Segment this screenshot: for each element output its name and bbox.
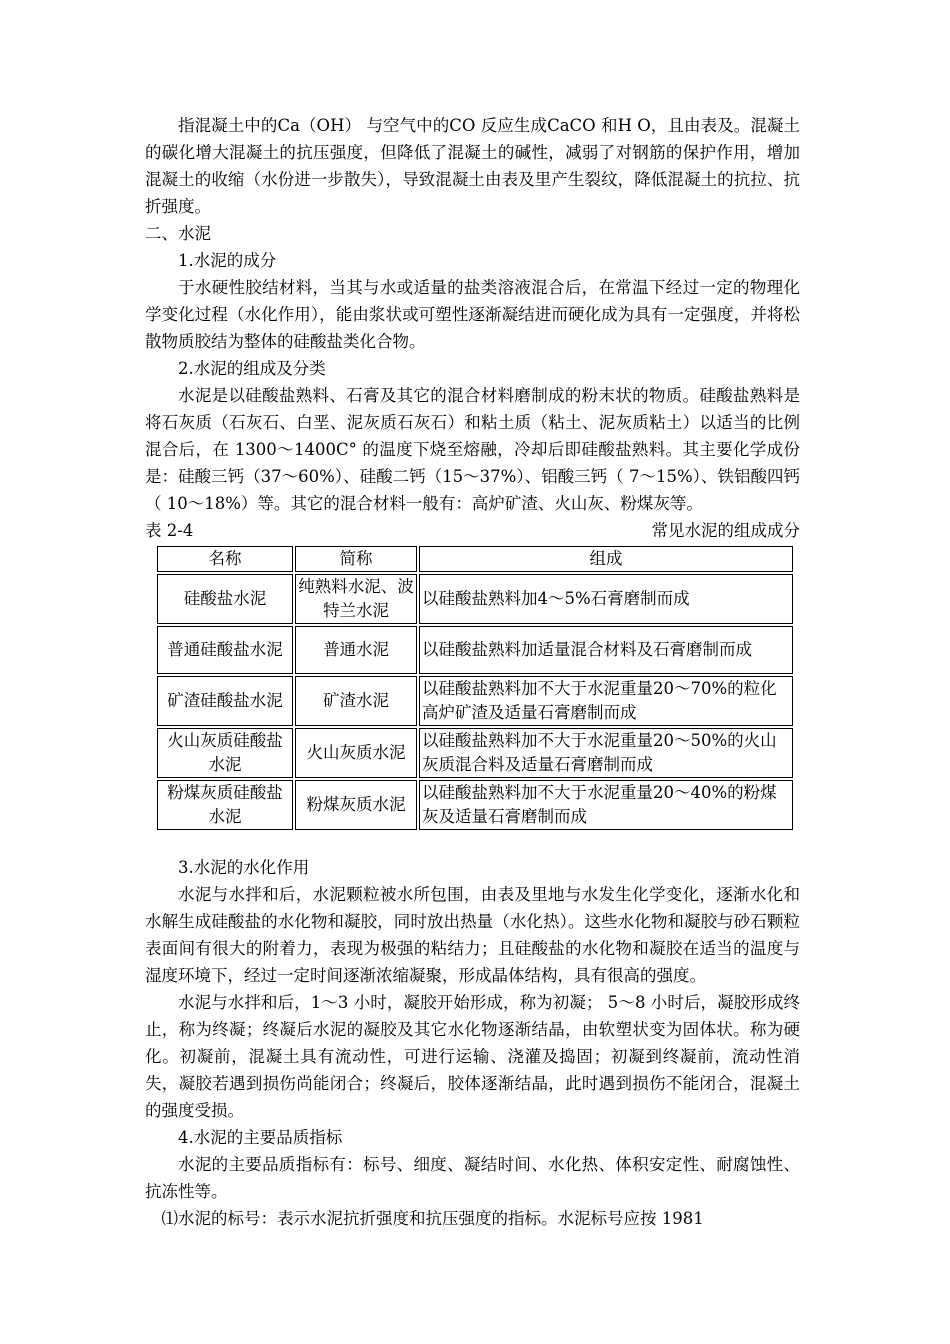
cell-composition: 以硅酸盐熟料加适量混合材料及石膏磨制而成	[419, 626, 793, 674]
paragraph-cement-ingredients: 于水硬性胶结材料，当其与水或适量的盐类溶液混合后，在常温下经过一定的物理化学变化过程（水化作用），能由浆状或可塑性逐渐凝结进而硬化成为具有一定强度，并将松散物质胶结为整体的硅酸盐类化合物。	[145, 278, 800, 351]
heading-cement-classification: 2.水泥的组成及分类	[178, 359, 326, 378]
cell-composition: 以硅酸盐熟料加不大于水泥重量20～40%的粉煤灰及适量石膏磨制而成	[419, 780, 793, 830]
paragraph-cement-classification: 水泥是以硅酸盐熟料、石膏及其它的混合材料磨制成的粉末状的物质。硅酸盐熟料是将石灰质（石灰石、白垩、泥灰质石灰石）和粘土质（粘土、泥灰质粘土）以适当的比例混合后，在 1300～1400C° 的温度下烧至熔融，冷却后即硅酸盐熟料。其主要化学成份是：硅酸三钙（37～60%）、硅酸二钙（15～37%）、铝酸三钙（ 7～15%）、铁铝酸四钙（ 10～18%）等。其它的混合材料一般有：高炉矿渣、火山灰、粉煤灰等。	[145, 386, 800, 513]
table-row	[157, 780, 793, 830]
paragraph-cement-hydration: 水泥与水拌和后，水泥颗粒被水所包围，由表及里地与水发生化学变化，逐渐水化和水解生成硅酸盐的水化物和凝胶，同时放出热量（水化热）。这些水化物和凝胶与砂石颗粒表面间有很大的附着力，表现为极强的粘结力；且硅酸盐的水化物和凝胶在适当的温度与湿度环境下，经过一定时间逐渐浓缩凝聚，形成晶体结构，具有很高的强度。	[145, 885, 800, 985]
table-row	[157, 676, 793, 726]
cell-abbr: 矿渣水泥	[295, 676, 417, 726]
table-header-row	[157, 546, 793, 572]
cell-composition: 以硅酸盐熟料加不大于水泥重量20～50%的火山灰质混合料及适量石膏磨制而成	[419, 728, 793, 778]
cell-name: 火山灰质硅酸盐水泥	[157, 728, 293, 778]
heading-quality-indicators: 4.水泥的主要品质指标	[178, 1128, 343, 1147]
header-composition: 组成	[419, 546, 793, 572]
paragraph-cement-grade: ⑴水泥的标号：表示水泥抗折强度和抗压强度的指标。水泥标号应按 1981	[161, 1209, 704, 1228]
table-caption-line	[145, 517, 800, 544]
header-name: 名称	[157, 546, 293, 572]
document-page	[145, 112, 800, 1232]
cell-composition: 以硅酸盐熟料加不大于水泥重量20～70%的粒化高炉矿渣及适量石膏磨制而成	[419, 676, 793, 726]
cell-abbr: 火山灰质水泥	[295, 728, 417, 778]
cement-composition-table	[155, 544, 795, 832]
cell-abbr: 粉煤灰质水泥	[295, 780, 417, 830]
table-caption: 常见水泥的组成成分	[651, 521, 800, 540]
cell-name: 普通硅酸盐水泥	[157, 626, 293, 674]
table-row	[157, 728, 793, 778]
cell-name: 硅酸盐水泥	[157, 574, 293, 624]
paragraph-quality-indicators: 水泥的主要品质指标有：标号、细度、凝结时间、水化热、体积安定性、耐腐蚀性、抗冻性等。	[145, 1155, 800, 1201]
cell-abbr: 纯熟料水泥、波特兰水泥	[295, 574, 417, 624]
table-row	[157, 574, 793, 624]
spacer	[145, 832, 800, 854]
cell-abbr: 普通水泥	[295, 626, 417, 674]
intro-paragraph: 指混凝土中的Ca（OH） 与空气中的CO 反应生成CaCO 和H O，且由表及。混凝土的碳化增大混凝土的抗压强度，但降低了混凝土的碱性，减弱了对钢筋的保护作用，增加混凝土的收缩（水份进一步散失），导致混凝土由表及里产生裂纹，降低混凝土的抗拉、抗折强度。	[145, 116, 800, 216]
table-label: 表 2-4	[145, 521, 194, 540]
heading-cement-hydration: 3.水泥的水化作用	[178, 858, 310, 877]
section-title: 二、水泥	[145, 224, 211, 243]
paragraph-setting-time: 水泥与水拌和后，1～3 小时，凝胶开始形成，称为初凝； 5～8 小时后，凝胶形成终止，称为终凝；终凝后水泥的凝胶及其它水化物逐渐结晶，由软塑状变为固体状。称为硬化。初凝前，混凝土具有流动性，可进行运输、浇灌及捣固；初凝到终凝前，流动性消失，凝胶若遇到损伤尚能闭合；终凝后，胶体逐渐结晶，此时遇到损伤不能闭合，混凝土的强度受损。	[145, 993, 800, 1120]
cell-name: 粉煤灰质硅酸盐水泥	[157, 780, 293, 830]
table-row	[157, 626, 793, 674]
cell-name: 矿渣硅酸盐水泥	[157, 676, 293, 726]
heading-cement-ingredients: 1.水泥的成分	[178, 251, 277, 270]
header-abbr: 简称	[295, 546, 417, 572]
cell-composition: 以硅酸盐熟料加4～5%石膏磨制而成	[419, 574, 793, 624]
